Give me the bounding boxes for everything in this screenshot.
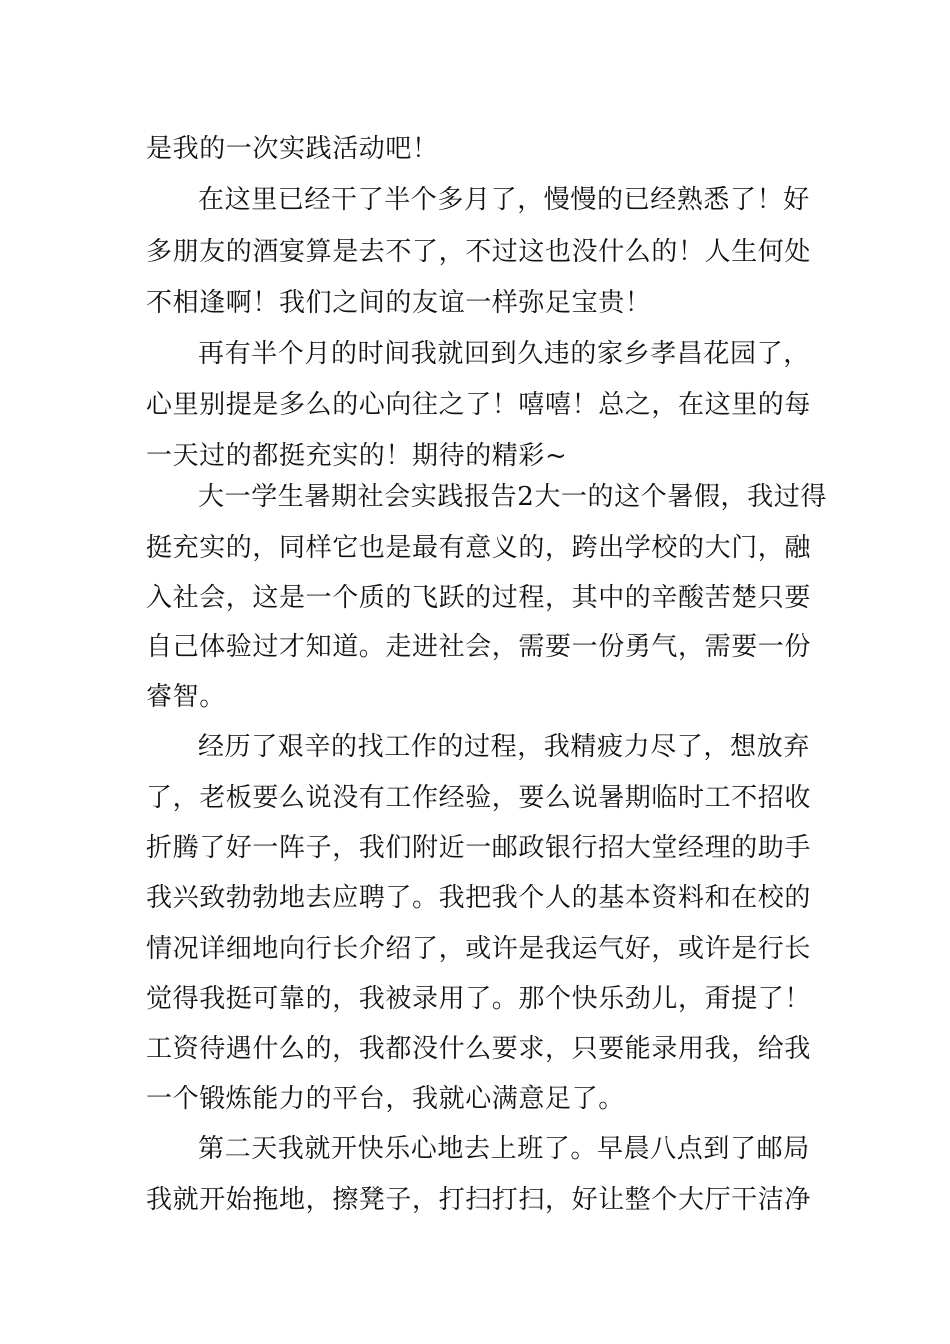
text-line: 折腾了好一阵子，我们附近一邮政银行招大堂经理的助手 <box>146 833 812 863</box>
text-line: 是我的一次实践活动吧！ <box>146 134 439 164</box>
text-line: 经历了艰辛的找工作的过程，我精疲力尽了，想放弃 <box>198 732 810 762</box>
text-line: 工资待遇什么的，我都没什么要求，只要能录用我，给我 <box>146 1034 812 1064</box>
text-line: 我兴致勃勃地去应聘了。我把我个人的基本资料和在校的 <box>146 883 812 913</box>
text-line: 一个锻炼能力的平台，我就心满意足了。 <box>146 1084 625 1114</box>
text-line: 多朋友的酒宴算是去不了，不过这也没什么的！人生何处 <box>146 237 812 267</box>
text-line: 在这里已经干了半个多月了，慢慢的已经熟悉了！好 <box>198 185 810 215</box>
text-line: 入社会，这是一个质的飞跃的过程，其中的辛酸苦楚只要 <box>146 583 812 613</box>
text-line: 自己体验过才知道。走进社会，需要一份勇气，需要一份 <box>146 632 812 662</box>
text-line: 心里别提是多么的心向往之了！嘻嘻！总之，在这里的每 <box>146 390 812 420</box>
text-line: 大一学生暑期社会实践报告2大一的这个暑假，我过得 <box>198 482 827 512</box>
text-line: 第二天我就开快乐心地去上班了。早晨八点到了邮局 <box>198 1134 810 1164</box>
text-line: 我就开始拖地，擦凳子，打扫打扫，好让整个大厅干洁净 <box>146 1185 812 1215</box>
text-line: 挺充实的，同样它也是最有意义的，跨出学校的大门，融 <box>146 533 812 563</box>
text-line: 不相逢啊！我们之间的友谊一样弥足宝贵！ <box>146 288 652 318</box>
text-line: 情况详细地向行长介绍了，或许是我运气好，或许是行长 <box>146 934 812 964</box>
text-line: 睿智。 <box>146 682 226 712</box>
text-line: 了，老板要么说没有工作经验，要么说暑期临时工不招收 <box>146 783 812 813</box>
text-line: 再有半个月的时间我就回到久违的家乡孝昌花园了， <box>198 339 810 369</box>
text-line: 一天过的都挺充实的！期待的精彩~ <box>146 441 568 471</box>
text-line: 觉得我挺可靠的，我被录用了。那个快乐劲儿，甭提了！ <box>146 984 812 1014</box>
